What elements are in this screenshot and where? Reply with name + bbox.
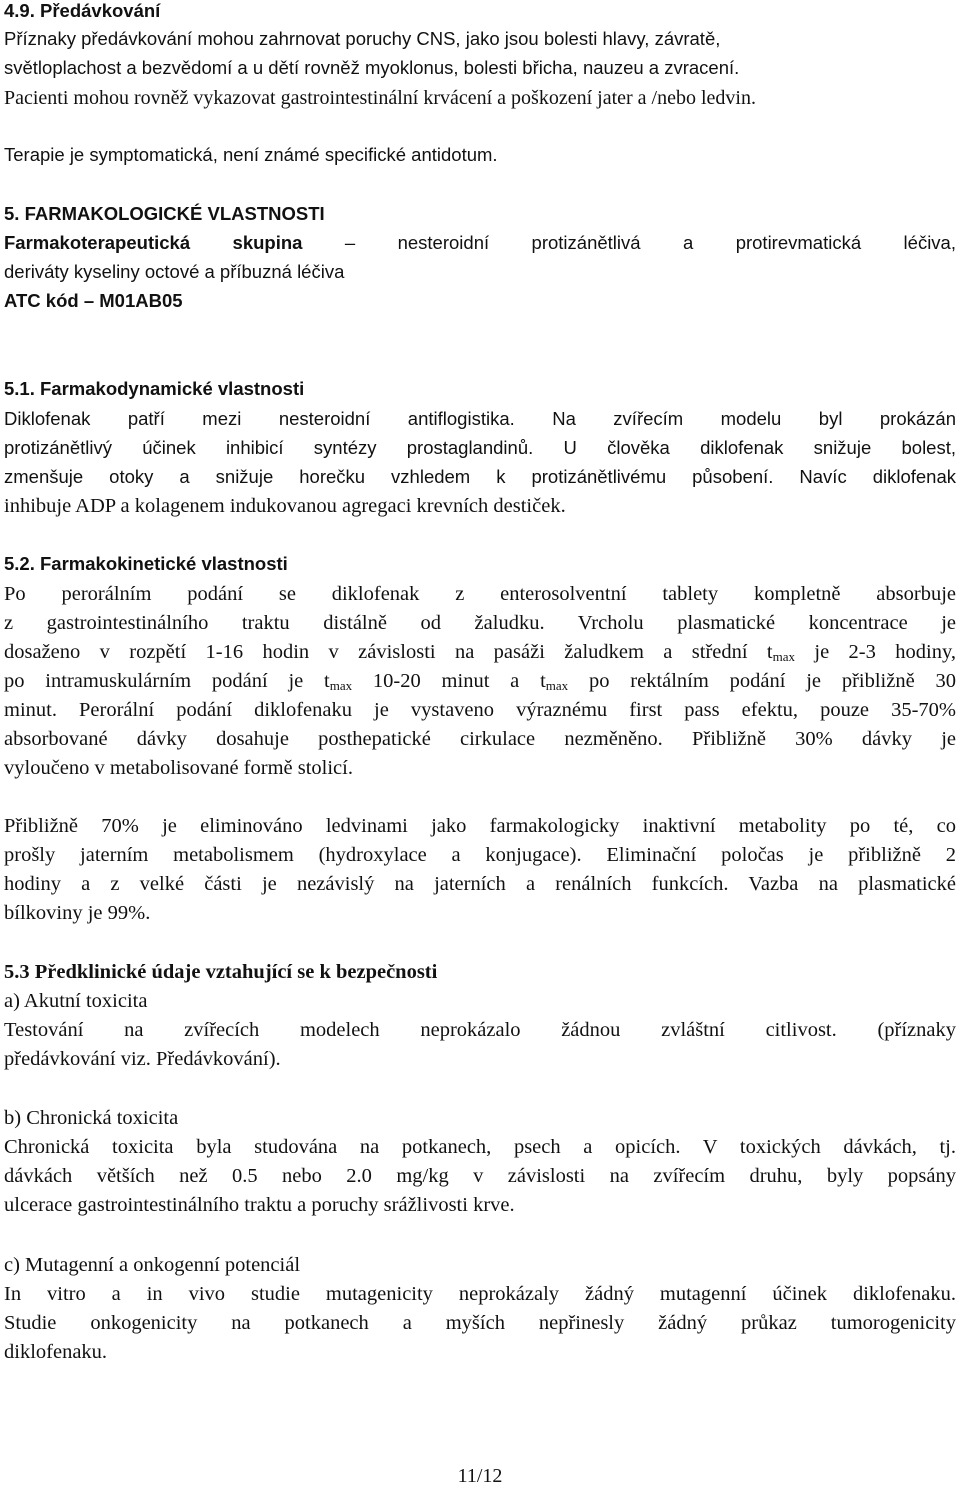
body-text: Diklofenak patří mezi nesteroidní antiflogistika.	[4, 408, 515, 429]
section-heading-4-9: 4.9. Předávkování	[4, 0, 161, 21]
body-line: inhibuje ADP a kolagenem indukovanou agregaci krevních destiček.	[4, 495, 566, 517]
body-text: 10-20 minut a t	[352, 670, 546, 692]
section-heading-5-3: 5.3 Předklinické údaje vztahující se k bezpečnosti	[4, 961, 438, 983]
body-text: po intramuskulárním podání je t	[4, 670, 330, 692]
body-line: dávkách větších než 0.5 nebo 2.0 mg/kg v závislosti na zvířecím druhu, byly popsány	[4, 1165, 956, 1187]
pharmacotherapeutic-group-value: – nesteroidní protizánětlivá a protirevmatická léčiva,	[302, 232, 956, 253]
body-line: předávkování viz. Předávkování).	[4, 1048, 281, 1070]
subsection-title: b) Chronická toxicita	[4, 1107, 179, 1129]
body-line	[4, 438, 956, 458]
body-line: z gastrointestinálního traktu distálně od žaludku. Vrcholu plasmatické koncentrace je	[4, 612, 956, 634]
body-line: Pacienti mohou rovněž vykazovat gastrointestinální krvácení a poškození jater a /nebo ledvin.	[4, 87, 756, 109]
body-line	[4, 409, 956, 429]
body-line: In vitro a in vivo studie mutagenicity neprokázaly žádný mutagenní účinek diklofenaku.	[4, 1283, 956, 1305]
subscript: max	[545, 678, 569, 693]
body-text: U člověka diklofenak snižuje bolest,	[533, 437, 956, 458]
body-line: prošly jaterním metabolismem (hydroxylace a konjugace). Eliminační poločas je přibližně 2	[4, 844, 956, 866]
section-heading-5: 5. FARMAKOLOGICKÉ VLASTNOSTI	[4, 203, 325, 224]
body-line: absorbované dávky dosahuje posthepatické cirkulace nezměněno. Přibližně 30% dávky je	[4, 728, 956, 750]
body-line: Chronická toxicita byla studována na potkanech, psech a opicích. V toxických dávkách, tj.	[4, 1136, 956, 1158]
body-line	[4, 671, 956, 692]
pharmacotherapeutic-group-line	[4, 234, 956, 253]
body-line: Příznaky předávkování mohou zahrnovat poruchy CNS, jako jsou bolesti hlavy, závratě,	[4, 28, 721, 49]
body-text: protizánětlivý účinek inhibicí syntézy prostaglandinů.	[4, 437, 534, 458]
pharmacotherapeutic-group-label: Farmakoterapeutická skupina	[4, 232, 303, 253]
body-line: Terapie je symptomatická, není známé specifické antidotum.	[4, 144, 498, 165]
section-heading-5-2: 5.2. Farmakokinetické vlastnosti	[4, 553, 288, 574]
body-line: světloplachost a bezvědomí a u dětí rovněž myoklonus, bolesti břicha, nauzeu a zvracení.	[4, 57, 740, 78]
body-line: Po perorálním podání se diklofenak z enterosolventní tablety kompletně absorbuje	[4, 583, 956, 605]
body-line: vyloučeno v metabolisované formě stolicí.	[4, 757, 353, 779]
body-text: Na zvířecím modelu byl prokázán	[514, 408, 956, 429]
body-line: Studie onkogenicity na potkanech a myších nepřinesly žádný průkaz tumorogenicity	[4, 1312, 956, 1334]
body-text: po rektálním podání je přibližně 30	[568, 670, 956, 692]
page-number: 11/12	[457, 1465, 503, 1487]
subscript: max	[329, 678, 353, 693]
body-line: bílkoviny je 99%.	[4, 902, 151, 924]
body-line: ulcerace gastrointestinálního traktu a poruchy srážlivosti krve.	[4, 1194, 515, 1216]
body-line: hodiny a z velké části je nezávislý na jaterních a renálních funkcích. Vazba na plasmatické	[4, 873, 956, 895]
body-text: dosaženo v rozpětí 1-16 hodin v závislosti na pasáži žaludkem a střední t	[4, 641, 773, 663]
body-text: je 2-3 hodiny,	[795, 641, 956, 663]
section-heading-5-1: 5.1. Farmakodynamické vlastnosti	[4, 378, 305, 399]
subscript: max	[772, 649, 796, 664]
body-line	[4, 642, 956, 663]
body-line	[4, 467, 956, 487]
body-line: Testování na zvířecích modelech neprokázalo žádnou zvláštní citlivost. (příznaky	[4, 1019, 956, 1041]
subsection-title: c) Mutagenní a onkogenní potenciál	[4, 1254, 301, 1276]
atc-code: ATC kód – M01AB05	[4, 290, 183, 311]
body-line: minut. Perorální podání diklofenaku je vystaveno výraznému first pass efektu, pouze 35-70%	[4, 699, 956, 721]
body-line: Přibližně 70% je eliminováno ledvinami jako farmakologicky inaktivní metabolity po té, co	[4, 815, 956, 837]
body-line: deriváty kyseliny octové a příbuzná léčiva	[4, 261, 345, 282]
body-text: Navíc diklofenak	[773, 466, 956, 487]
body-text: zmenšuje otoky a snižuje horečku vzhledem k protizánětlivému působení.	[4, 466, 774, 487]
subsection-title: a) Akutní toxicita	[4, 990, 148, 1012]
body-line: diklofenaku.	[4, 1341, 108, 1363]
